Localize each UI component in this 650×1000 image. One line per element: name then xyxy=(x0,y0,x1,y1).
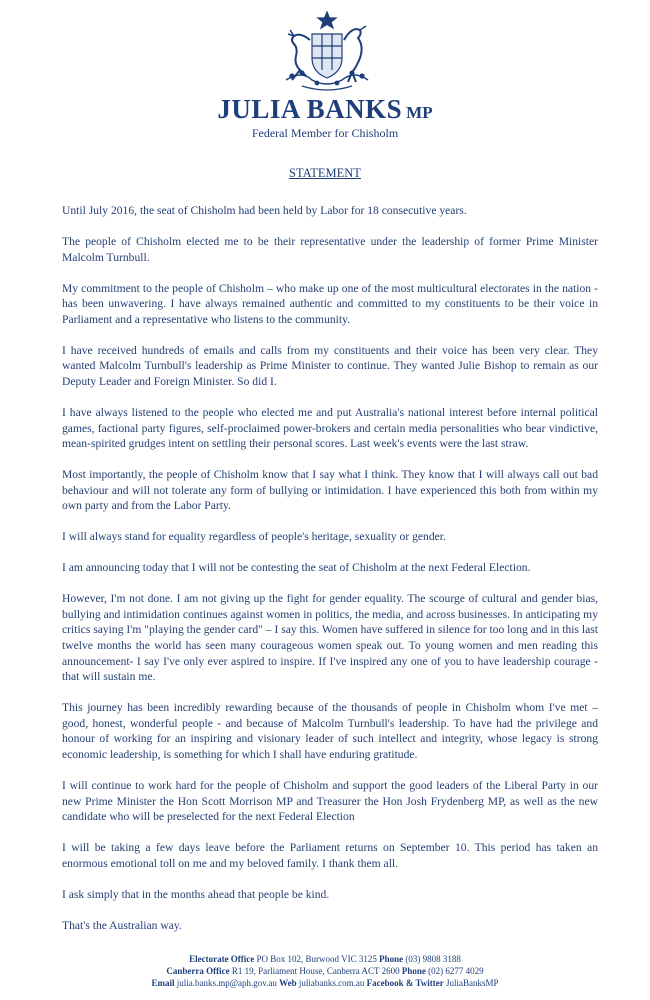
social-handle[interactable]: JuliaBanksMP xyxy=(446,978,499,988)
statement-heading: STATEMENT xyxy=(289,166,361,180)
paragraph: That's the Australian way. xyxy=(62,918,182,932)
web-link[interactable]: juliabanks.com.au xyxy=(298,978,365,988)
paragraph: Most importantly, the people of Chisholm know that I say what I think. They know that I will always call out bad behaviour and will not tolerate any form of bullying or intimidation. I have experienced this both from within my own party and from the Labor Party. xyxy=(62,468,598,513)
member-subtitle: Federal Member for Chisholm xyxy=(251,126,399,140)
footer-line-contact: Email julia.banks.mp@aph.gov.au Web juliabanks.com.au Facebook & Twitter JuliaBanksMP xyxy=(151,978,499,988)
member-name: JULIA BANKS MP xyxy=(217,94,433,124)
paragraph: The people of Chisholm elected me to be their representative under the leadership of former Prime Minister Malcolm Turnbull. xyxy=(62,234,598,264)
paragraph: My commitment to the people of Chisholm – who make up one of the most multicultural electorates in the nation - has been unwavering. I have always remained authentic and committed to my constituents to be their voice in Parliament and a representative who listens to the community. xyxy=(62,281,598,326)
email-link[interactable]: julia.banks.mp@aph.gov.au xyxy=(176,978,277,988)
contact-footer xyxy=(0,953,650,989)
paragraph: I have received hundreds of emails and calls from my constituents and their voice has been very clear. They wanted Malcolm Turnbull's leadership as Prime Minister to continue. They wanted Julie Bishop to remain as our Deputy Leader and Foreign Minister. So did I. xyxy=(62,343,598,388)
paragraph: I have always listened to the people who elected me and put Australia's national interest before internal political games, factional party figures, self-proclaimed power-brokers and certain media personalities who bear vindictive, mean-spirited grudges intent on settling their personal scores. Last week's events were the last straw. xyxy=(62,405,598,451)
footer-line-canberra: Canberra Office R1 19, Parliament House, Canberra ACT 2600 Phone (02) 6277 4029 xyxy=(166,966,484,976)
paragraph: Until July 2016, the seat of Chisholm had been held by Labor for 18 consecutive years. xyxy=(62,204,467,217)
paragraph: I will continue to work hard for the people of Chisholm and support the good leaders of the Liberal Party in our new Prime Minister the Hon Scott Morrison MP and Treasurer the Hon Josh Frydenberg MP, as well as the new candidate who will be preselected for the next Federal Election xyxy=(62,778,598,824)
paragraph: However, I'm not done. I am not giving up the fight for gender equality. The scourge of cultural and gender bias, bullying and intimidation continues against women in politics, the media, and across businesses. In anticipating my critics saying I'm "playing the gender card" – I say this. Women have suffered in silence for too long and in this last twelve months the world has seen many courageous women speak out. To young women and men reading this announcement- I say I've only ever aspired to inspire. If I've inspired any one of you to have leadership courage - that will sustain me. xyxy=(62,592,598,684)
footer-line-electorate: Electorate Office PO Box 102, Burwood VIC 3125 Phone (03) 9808 3188 xyxy=(189,954,461,964)
paragraph: I am announcing today that I will not be contesting the seat of Chisholm at the next Federal Election. xyxy=(62,561,531,575)
coat-of-arms-crest xyxy=(272,10,382,92)
paragraph: I ask simply that in the months ahead that people be kind. xyxy=(62,887,330,901)
paragraph: I will be taking a few days leave before the Parliament returns on September 10. This period has taken an enormous emotional toll on me and my beloved family. I thank them all. xyxy=(62,841,598,870)
paragraph: This journey has been incredibly rewarding because of the thousands of people in Chisholm whom I've met – good, honest, wonderful people - and because of Malcolm Turnbull's leadership. To have had the privilege and honour of working for an inspiring and visionary leader of such intellect and integrity, whose legacy is strong economic leadership, is something for which I shall have enduring gratitude. xyxy=(62,701,598,761)
statement-body xyxy=(62,203,598,949)
paragraph: I will always stand for equality regardless of people's heritage, sexuality or gender. xyxy=(62,530,446,544)
